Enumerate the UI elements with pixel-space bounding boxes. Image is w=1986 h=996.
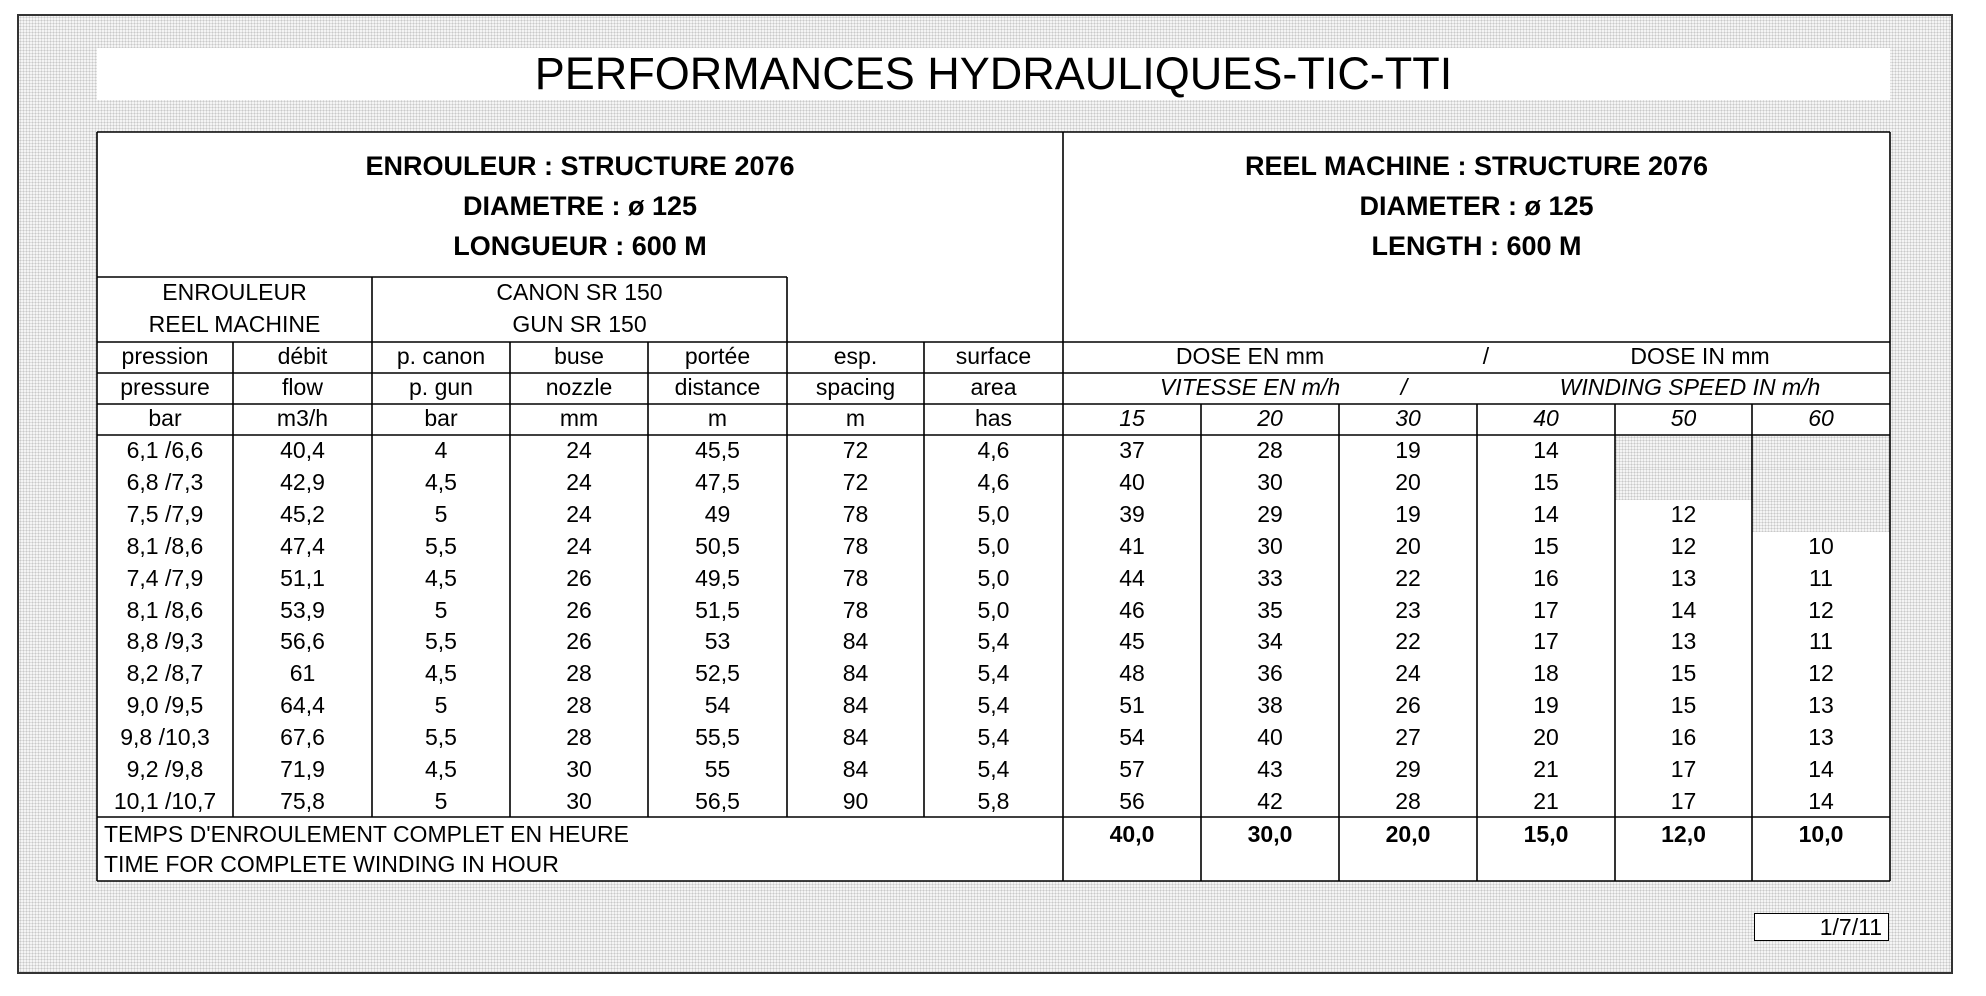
group-reel-line-1: ENROULEUR bbox=[162, 279, 307, 305]
cell-distance: 47,5 bbox=[695, 468, 740, 495]
cell-dose-15: 41 bbox=[1119, 532, 1145, 559]
header-en-line-3: LENGTH : 600 M bbox=[1371, 231, 1582, 261]
group-reel-line-2: REEL MACHINE bbox=[148, 311, 321, 337]
cell-distance: 56,5 bbox=[695, 787, 740, 814]
footer-time-50: 12,0 bbox=[1661, 821, 1706, 847]
cell-spacing: 84 bbox=[842, 692, 869, 719]
cell-nozzle: 24 bbox=[566, 437, 592, 463]
cell-distance: 55 bbox=[704, 756, 731, 782]
cell-dose-15: 39 bbox=[1119, 500, 1145, 527]
cell-gun-pressure: 5 bbox=[434, 500, 448, 527]
cell-distance: 50,5 bbox=[695, 532, 740, 559]
cell-dose-40: 17 bbox=[1533, 628, 1559, 655]
cell-dose-15: 46 bbox=[1119, 596, 1145, 623]
page-title: PERFORMANCES HYDRAULIQUES-TIC-TTI bbox=[534, 48, 1453, 99]
col-header-en-spacing: spacing bbox=[815, 374, 896, 400]
cell-dose-50: 12 bbox=[1670, 532, 1697, 559]
cell-dose-30: 23 bbox=[1395, 596, 1421, 623]
cell-dose-30: 28 bbox=[1395, 787, 1421, 814]
footer-time-40: 15,0 bbox=[1523, 821, 1569, 847]
cell-gun-pressure: 5,5 bbox=[425, 628, 457, 655]
cell-spacing: 78 bbox=[842, 532, 869, 559]
cell-dose-40: 17 bbox=[1533, 596, 1559, 623]
cell-area: 5,4 bbox=[977, 692, 1010, 719]
cell-dose-50: 15 bbox=[1670, 692, 1697, 719]
cell-flow: 45,2 bbox=[280, 500, 325, 527]
cell-dose-50: 16 bbox=[1670, 724, 1697, 751]
cell-dose-30: 22 bbox=[1395, 564, 1421, 591]
footer-time-30: 20,0 bbox=[1385, 821, 1431, 847]
cell-nozzle: 30 bbox=[566, 787, 592, 814]
cell-flow: 75,8 bbox=[280, 787, 325, 814]
cell-dose-20: 34 bbox=[1257, 628, 1283, 655]
header-en-line-1: REEL MACHINE : STRUCTURE 2076 bbox=[1244, 151, 1709, 181]
cell-pressure: 8,8 /9,3 bbox=[126, 628, 204, 655]
col-header-fr-flow: débit bbox=[277, 343, 328, 369]
cell-pressure: 8,2 /8,7 bbox=[126, 660, 204, 687]
cell-pressure: 10,1 /10,7 bbox=[113, 787, 217, 814]
cell-dose-50: 13 bbox=[1670, 628, 1697, 655]
cell-pressure: 6,8 /7,3 bbox=[126, 468, 204, 495]
cell-nozzle: 24 bbox=[566, 500, 592, 527]
cell-area: 5,4 bbox=[977, 660, 1010, 687]
cell-spacing: 72 bbox=[842, 468, 869, 495]
cell-dose-30: 29 bbox=[1395, 756, 1421, 782]
cell-distance: 52,5 bbox=[695, 660, 740, 687]
cell-flow: 51,1 bbox=[280, 564, 325, 591]
cell-dose-20: 28 bbox=[1257, 437, 1283, 463]
footer-time-20: 30,0 bbox=[1247, 821, 1293, 847]
cell-flow: 42,9 bbox=[280, 468, 325, 495]
cell-nozzle: 30 bbox=[566, 756, 592, 782]
cell-nozzle: 28 bbox=[566, 660, 592, 687]
cell-area: 5,4 bbox=[977, 724, 1010, 751]
cell-dose-40: 14 bbox=[1533, 437, 1559, 463]
col-unit-flow: m3/h bbox=[276, 405, 329, 431]
cell-pressure: 9,0 /9,5 bbox=[126, 692, 204, 719]
cell-flow: 67,6 bbox=[280, 724, 325, 751]
col-header-fr-pressure: pression bbox=[121, 343, 209, 369]
footer-text-en: TIME FOR COMPLETE WINDING IN HOUR bbox=[104, 851, 559, 877]
speed-header-50: 50 bbox=[1670, 405, 1697, 431]
cell-dose-40: 21 bbox=[1533, 787, 1559, 814]
cell-area: 4,6 bbox=[977, 468, 1010, 495]
cell-gun-pressure: 4 bbox=[434, 437, 448, 463]
cell-spacing: 84 bbox=[842, 724, 869, 751]
cell-nozzle: 26 bbox=[566, 564, 592, 591]
col-header-fr-area: surface bbox=[955, 343, 1032, 369]
header-fr-line-2: DIAMETRE : ø 125 bbox=[462, 191, 698, 221]
header-fr-line-3: LONGUEUR : 600 M bbox=[453, 231, 707, 261]
col-header-fr-distance: portée bbox=[684, 343, 751, 369]
cell-dose-15: 57 bbox=[1119, 756, 1145, 782]
col-header-fr-gun-pressure: p. canon bbox=[396, 343, 486, 369]
cell-dose-15: 51 bbox=[1119, 692, 1145, 719]
cell-dose-50: 17 bbox=[1670, 756, 1697, 782]
col-unit-nozzle: mm bbox=[559, 405, 599, 431]
cell-pressure: 9,2 /9,8 bbox=[126, 756, 204, 782]
cell-nozzle: 26 bbox=[566, 628, 592, 655]
footer-time-15: 40,0 bbox=[1109, 821, 1155, 847]
cell-dose-60: 14 bbox=[1808, 756, 1834, 782]
cell-dose-60: 10 bbox=[1808, 532, 1834, 559]
dose-label-en: DOSE IN mm bbox=[1630, 343, 1770, 369]
cell-distance: 49 bbox=[704, 500, 731, 527]
speed-header-60: 60 bbox=[1808, 405, 1834, 431]
cell-spacing: 84 bbox=[842, 660, 869, 687]
dose-separator: / bbox=[1482, 343, 1490, 369]
cell-spacing: 84 bbox=[842, 628, 869, 655]
cell-nozzle: 26 bbox=[566, 596, 592, 623]
cell-dose-60: 13 bbox=[1808, 692, 1834, 719]
cell-area: 5,0 bbox=[977, 596, 1010, 623]
cell-dose-15: 45 bbox=[1119, 628, 1145, 655]
col-unit-distance: m bbox=[707, 405, 728, 431]
cell-nozzle: 28 bbox=[566, 692, 592, 719]
cell-pressure: 8,1 /8,6 bbox=[126, 532, 204, 559]
cell-dose-60: 11 bbox=[1809, 628, 1833, 655]
cell-dose-50: 14 bbox=[1670, 596, 1697, 623]
header-french bbox=[97, 146, 1063, 266]
cell-dose-40: 19 bbox=[1533, 692, 1559, 719]
cell-distance: 45,5 bbox=[695, 437, 740, 463]
header-fr-line-1: ENROULEUR : STRUCTURE 2076 bbox=[365, 151, 795, 181]
col-header-fr-spacing: esp. bbox=[833, 343, 878, 369]
cell-area: 5,4 bbox=[977, 628, 1010, 655]
header-en-line-2: DIAMETER : ø 125 bbox=[1359, 191, 1594, 221]
col-unit-gun-pressure: bar bbox=[424, 405, 458, 431]
cell-spacing: 90 bbox=[842, 787, 869, 814]
cell-flow: 47,4 bbox=[280, 532, 325, 559]
cell-gun-pressure: 4,5 bbox=[425, 468, 457, 495]
cell-dose-40: 15 bbox=[1533, 532, 1559, 559]
cell-dose-40: 21 bbox=[1533, 756, 1559, 782]
cell-dose-30: 20 bbox=[1395, 468, 1421, 495]
cell-pressure: 7,5 /7,9 bbox=[126, 500, 204, 527]
cell-dose-20: 30 bbox=[1257, 468, 1283, 495]
header-english bbox=[1063, 146, 1890, 266]
cell-gun-pressure: 5,5 bbox=[425, 724, 457, 751]
cell-dose-50: 17 bbox=[1670, 787, 1697, 814]
footer-text-fr: TEMPS D'ENROULEMENT COMPLET EN HEURE bbox=[104, 821, 629, 847]
cell-dose-30: 24 bbox=[1395, 660, 1421, 687]
col-unit-spacing: m bbox=[845, 405, 866, 431]
col-header-en-nozzle: nozzle bbox=[545, 374, 613, 400]
cell-pressure: 7,4 /7,9 bbox=[126, 564, 204, 591]
cell-dose-20: 42 bbox=[1257, 787, 1283, 814]
cell-spacing: 72 bbox=[842, 437, 869, 463]
cell-dose-20: 43 bbox=[1257, 756, 1283, 782]
cell-flow: 56,6 bbox=[280, 628, 325, 655]
group-gun-line-2: GUN SR 150 bbox=[512, 311, 647, 337]
speed-header-40: 40 bbox=[1533, 405, 1559, 431]
cell-flow: 61 bbox=[289, 660, 316, 687]
cell-flow: 53,9 bbox=[280, 596, 325, 623]
cell-dose-60: 11 bbox=[1809, 564, 1833, 591]
speed-label-fr: VITESSE EN m/h bbox=[1159, 374, 1341, 400]
col-header-en-gun-pressure: p. gun bbox=[409, 374, 473, 400]
cell-distance: 54 bbox=[704, 692, 731, 719]
cell-area: 5,0 bbox=[977, 500, 1010, 527]
speed-separator: / bbox=[1400, 374, 1408, 400]
group-gun-line-1: CANON SR 150 bbox=[496, 279, 663, 305]
cell-area: 4,6 bbox=[977, 437, 1010, 463]
cell-dose-30: 20 bbox=[1395, 532, 1421, 559]
cell-dose-60: 13 bbox=[1808, 724, 1834, 751]
cell-dose-15: 37 bbox=[1119, 437, 1145, 463]
speed-header-20: 20 bbox=[1257, 405, 1283, 431]
cell-dose-20: 30 bbox=[1257, 532, 1283, 559]
cell-dose-50: 12 bbox=[1670, 500, 1697, 527]
dose-label-fr: DOSE EN mm bbox=[1175, 343, 1325, 369]
cell-dose-60: 12 bbox=[1808, 660, 1834, 687]
col-header-fr-nozzle: buse bbox=[554, 343, 604, 369]
col-header-en-flow: flow bbox=[282, 374, 323, 400]
speed-header-15: 15 bbox=[1119, 405, 1145, 431]
cell-gun-pressure: 4,5 bbox=[425, 756, 457, 782]
footer-time-60: 10,0 bbox=[1798, 821, 1844, 847]
cell-dose-30: 19 bbox=[1395, 437, 1421, 463]
cell-dose-40: 20 bbox=[1533, 724, 1559, 751]
cell-gun-pressure: 5,5 bbox=[425, 532, 457, 559]
cell-pressure: 8,1 /8,6 bbox=[126, 596, 204, 623]
cell-distance: 51,5 bbox=[695, 596, 740, 623]
cell-dose-20: 36 bbox=[1257, 660, 1283, 687]
col-header-en-area: area bbox=[970, 374, 1017, 400]
cell-dose-15: 48 bbox=[1119, 660, 1145, 687]
cell-gun-pressure: 5 bbox=[434, 692, 448, 719]
cell-area: 5,4 bbox=[977, 756, 1010, 782]
cell-dose-30: 22 bbox=[1395, 628, 1421, 655]
cell-dose-20: 29 bbox=[1257, 500, 1283, 527]
col-unit-area: has bbox=[974, 405, 1013, 431]
cell-pressure: 6,1 /6,6 bbox=[126, 437, 204, 463]
cell-flow: 64,4 bbox=[280, 692, 325, 719]
cell-dose-30: 27 bbox=[1395, 724, 1421, 751]
cell-dose-60: 14 bbox=[1808, 787, 1834, 814]
cell-dose-20: 40 bbox=[1257, 724, 1283, 751]
col-header-en-pressure: pressure bbox=[120, 374, 210, 400]
cell-area: 5,0 bbox=[977, 564, 1010, 591]
cell-area: 5,0 bbox=[977, 532, 1010, 559]
cell-dose-40: 14 bbox=[1533, 500, 1559, 527]
cell-dose-15: 44 bbox=[1119, 564, 1145, 591]
cell-dose-15: 54 bbox=[1119, 724, 1145, 751]
cell-nozzle: 24 bbox=[566, 532, 592, 559]
cell-dose-40: 15 bbox=[1533, 468, 1559, 495]
cell-gun-pressure: 5 bbox=[434, 787, 448, 814]
cell-nozzle: 24 bbox=[566, 468, 592, 495]
col-unit-pressure: bar bbox=[148, 405, 182, 431]
cell-distance: 53 bbox=[704, 628, 731, 655]
cell-spacing: 84 bbox=[842, 756, 869, 782]
cell-area: 5,8 bbox=[977, 787, 1010, 814]
cell-dose-40: 18 bbox=[1533, 660, 1559, 687]
cell-flow: 40,4 bbox=[280, 437, 325, 463]
cell-dose-20: 33 bbox=[1257, 564, 1283, 591]
cell-gun-pressure: 5 bbox=[434, 596, 448, 623]
cell-dose-15: 40 bbox=[1119, 468, 1145, 495]
cell-dose-30: 26 bbox=[1395, 692, 1421, 719]
cell-spacing: 78 bbox=[842, 500, 869, 527]
cell-nozzle: 28 bbox=[566, 724, 592, 751]
cell-dose-30: 19 bbox=[1395, 500, 1421, 527]
cell-distance: 49,5 bbox=[695, 564, 740, 591]
cell-pressure: 9,8 /10,3 bbox=[120, 724, 210, 751]
cell-spacing: 78 bbox=[842, 564, 869, 591]
cell-dose-40: 16 bbox=[1533, 564, 1559, 591]
cell-dose-20: 35 bbox=[1257, 596, 1283, 623]
speed-header-30: 30 bbox=[1395, 405, 1421, 431]
cell-dose-20: 38 bbox=[1257, 692, 1283, 719]
page-number: 1/7/11 bbox=[1754, 913, 1889, 941]
cell-spacing: 78 bbox=[842, 596, 869, 623]
col-header-en-distance: distance bbox=[674, 374, 761, 400]
cell-gun-pressure: 4,5 bbox=[425, 660, 457, 687]
cell-distance: 55,5 bbox=[695, 724, 740, 751]
cell-dose-50: 15 bbox=[1670, 660, 1697, 687]
cell-gun-pressure: 4,5 bbox=[425, 564, 457, 591]
cell-dose-15: 56 bbox=[1119, 787, 1145, 814]
speed-label-en: WINDING SPEED IN m/h bbox=[1559, 374, 1821, 400]
cell-dose-60: 12 bbox=[1808, 596, 1834, 623]
cell-dose-50: 13 bbox=[1670, 564, 1697, 591]
cell-flow: 71,9 bbox=[280, 756, 325, 782]
